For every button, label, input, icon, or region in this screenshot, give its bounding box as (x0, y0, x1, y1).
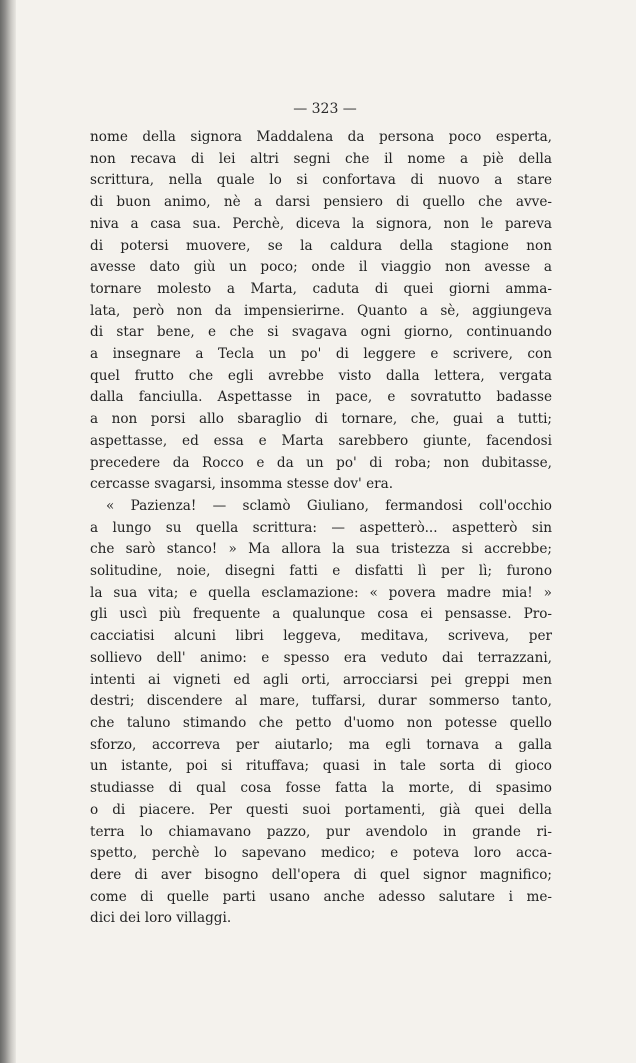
text-line: a insegnare a Tecla un po' di leggere e scrivere, con (90, 346, 552, 363)
text-line: « Pazienza! — sclamò Giuliano, fermandosi coll'occhio (106, 497, 552, 514)
book-spine-shadow (0, 0, 16, 1063)
text-line: di buon animo, nè a darsi pensiero di quello che avve- (90, 194, 552, 211)
text-line: studiasse di qual cosa fosse fatta la morte, di spasimo (90, 780, 552, 797)
text-line: dici dei loro villaggi. (90, 910, 232, 927)
text-line: scrittura, nella quale lo si confortava di nuovo a stare (90, 172, 552, 189)
text-line: a non porsi allo sbaraglio di tornare, che, guai a tutti; (90, 411, 552, 428)
text-line: la sua vita; e quella esclamazione: « povera madre mia! » (90, 584, 552, 601)
text-line: solitudine, noie, disegni fatti e disfatti lì per lì; furono (90, 563, 552, 580)
text-line: quel frutto che egli avrebbe visto dalla lettera, vergata (90, 367, 552, 384)
text-line: sollievo dell' animo: e spesso era veduto dai terrazzani, (90, 649, 552, 666)
text-line: che taluno stimando che petto d'uomo non potesse quello (90, 714, 552, 731)
body-text (90, 127, 552, 930)
text-line: nome della signora Maddalena da persona poco esperta, (90, 129, 552, 145)
text-line: avesse dato giù un poco; onde il viaggio non avesse a (90, 259, 552, 276)
text-line: o di piacere. Per questi suoi portamenti, già quei della (90, 801, 552, 818)
text-line: destri; discendere al mare, tuffarsi, durar sommerso tanto, (90, 693, 552, 710)
text-line: tornare molesto a Marta, caduta di quei giorni amma- (90, 280, 552, 297)
text-line: non recava di lei altri segni che il nome a piè della (90, 150, 552, 167)
text-line: un istante, poi si rituffava; quasi in tale sorta di gioco (90, 758, 552, 775)
text-line: dere di aver bisogno dell'opera di quel signor magnifico; (90, 866, 552, 883)
text-line: spetto, perchè lo sapevano medico; e poteva loro acca- (90, 845, 552, 862)
text-line: intenti ai vigneti ed agli orti, arrocciarsi pei greppi men (90, 671, 552, 688)
text-line: lata, però non da impensierirne. Quanto a sè, aggiungeva (90, 302, 552, 319)
page-number: — 323 — (293, 101, 357, 117)
text-line: che sarò stanco! » Ma allora la sua tristezza si accrebbe; (90, 541, 552, 558)
text-line: cercasse svagarsi, insomma stesse dov' era. (90, 476, 394, 493)
text-line: a lungo su quella scrittura: — aspetterò... aspetterò sin (90, 519, 552, 536)
text-line: dalla fanciulla. Aspettasse in pace, e sovratutto badasse (90, 389, 552, 406)
text-line: cacciatisi alcuni libri leggeva, meditava, scriveva, per (90, 628, 552, 645)
text-line: precedere da Rocco e da un po' di roba; non dubitasse, (90, 454, 552, 471)
text-line: di potersi muovere, se la caldura della stagione non (90, 237, 552, 254)
text-line: sforzo, accorreva per aiutarlo; ma egli tornava a galla (90, 736, 552, 753)
text-line: terra lo chiamavano pazzo, pur avendolo in grande ri- (90, 823, 552, 840)
text-line: aspettasse, ed essa e Marta sarebbero giunte, facendosi (90, 432, 552, 449)
text-line: gli uscì più frequente a qualunque cosa ei pensasse. Pro- (90, 606, 552, 623)
text-line: come di quelle parti usano anche adesso salutare i me- (90, 888, 552, 905)
text-line: di star bene, e che si svagava ogni giorno, continuando (90, 324, 552, 341)
text-line: niva a casa sua. Perchè, diceva la signora, non le pareva (90, 215, 552, 232)
